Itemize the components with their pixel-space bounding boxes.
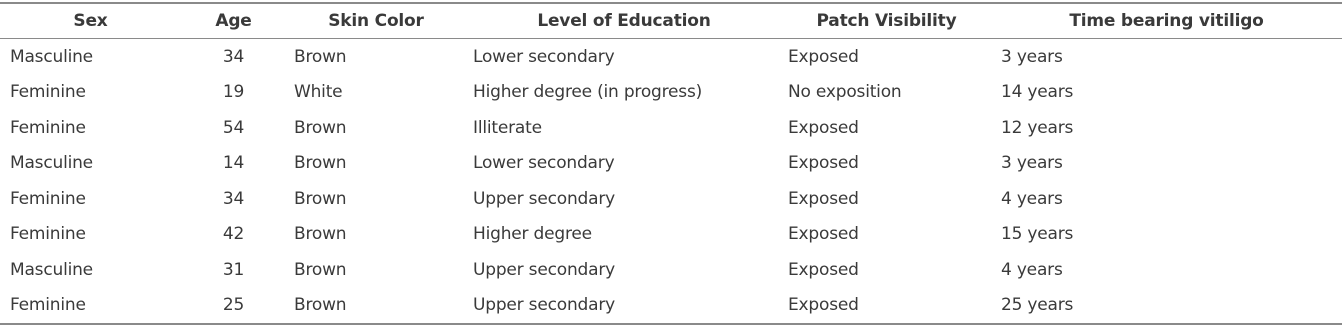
table-row <box>0 146 1342 182</box>
cell-skin-color: Brown <box>294 295 347 316</box>
cell-time-bearing: 14 years <box>1001 82 1074 103</box>
cell-education: Higher degree (in progress) <box>473 82 703 103</box>
cell-skin-color: Brown <box>294 224 347 245</box>
cell-sex: Feminine <box>10 82 86 103</box>
table-body <box>0 39 1342 325</box>
cell-age: 34 <box>222 188 245 209</box>
cell-skin-color: Brown <box>294 46 347 67</box>
cell-patch-visibility: Exposed <box>788 153 859 174</box>
cell-sex: Feminine <box>10 295 86 316</box>
table-row <box>0 252 1342 288</box>
table-row <box>0 181 1342 217</box>
cell-time-bearing: 25 years <box>1001 295 1074 316</box>
cell-sex: Masculine <box>10 46 93 67</box>
cell-education: Upper secondary <box>473 295 615 316</box>
cell-education: Higher degree <box>473 224 592 245</box>
header-sex: Sex <box>73 11 108 31</box>
table-row <box>0 288 1342 325</box>
patient-characteristics-table <box>0 2 1342 325</box>
cell-age: 14 <box>222 153 245 174</box>
table-row <box>0 75 1342 111</box>
cell-education: Illiterate <box>473 117 542 138</box>
table-row <box>0 110 1342 146</box>
cell-skin-color: Brown <box>294 117 347 138</box>
cell-skin-color: Brown <box>294 188 347 209</box>
cell-time-bearing: 12 years <box>1001 117 1074 138</box>
cell-skin-color: Brown <box>294 259 347 280</box>
cell-sex: Masculine <box>10 153 93 174</box>
cell-age: 42 <box>222 224 245 245</box>
cell-sex: Feminine <box>10 224 86 245</box>
cell-time-bearing: 3 years <box>1001 46 1063 67</box>
cell-age: 19 <box>222 82 245 103</box>
table-row <box>0 217 1342 253</box>
table-row <box>0 39 1342 75</box>
cell-skin-color: White <box>294 82 343 103</box>
header-patch-visibility: Patch Visibility <box>816 11 957 31</box>
cell-education: Lower secondary <box>473 153 615 174</box>
cell-sex: Feminine <box>10 117 86 138</box>
cell-age: 34 <box>222 46 245 67</box>
cell-age: 54 <box>222 117 245 138</box>
cell-time-bearing: 4 years <box>1001 259 1063 280</box>
table-header <box>0 3 1342 39</box>
cell-patch-visibility: Exposed <box>788 259 859 280</box>
cell-patch-visibility: Exposed <box>788 46 859 67</box>
header-age: Age <box>215 11 252 31</box>
header-level-of-education: Level of Education <box>537 11 711 31</box>
cell-sex: Masculine <box>10 259 93 280</box>
cell-time-bearing: 3 years <box>1001 153 1063 174</box>
cell-age: 25 <box>222 295 245 316</box>
header-time-bearing-vitiligo: Time bearing vitiligo <box>1069 11 1264 31</box>
cell-patch-visibility: Exposed <box>788 295 859 316</box>
cell-sex: Feminine <box>10 188 86 209</box>
cell-patch-visibility: Exposed <box>788 188 859 209</box>
header-skin-color: Skin Color <box>328 11 424 31</box>
cell-education: Lower secondary <box>473 46 615 67</box>
cell-age: 31 <box>222 259 245 280</box>
cell-patch-visibility: Exposed <box>788 224 859 245</box>
cell-skin-color: Brown <box>294 153 347 174</box>
cell-patch-visibility: Exposed <box>788 117 859 138</box>
cell-education: Upper secondary <box>473 259 615 280</box>
cell-education: Upper secondary <box>473 188 615 209</box>
cell-time-bearing: 4 years <box>1001 188 1063 209</box>
header-row <box>0 3 1342 39</box>
cell-patch-visibility: No exposition <box>788 82 902 103</box>
cell-time-bearing: 15 years <box>1001 224 1074 245</box>
